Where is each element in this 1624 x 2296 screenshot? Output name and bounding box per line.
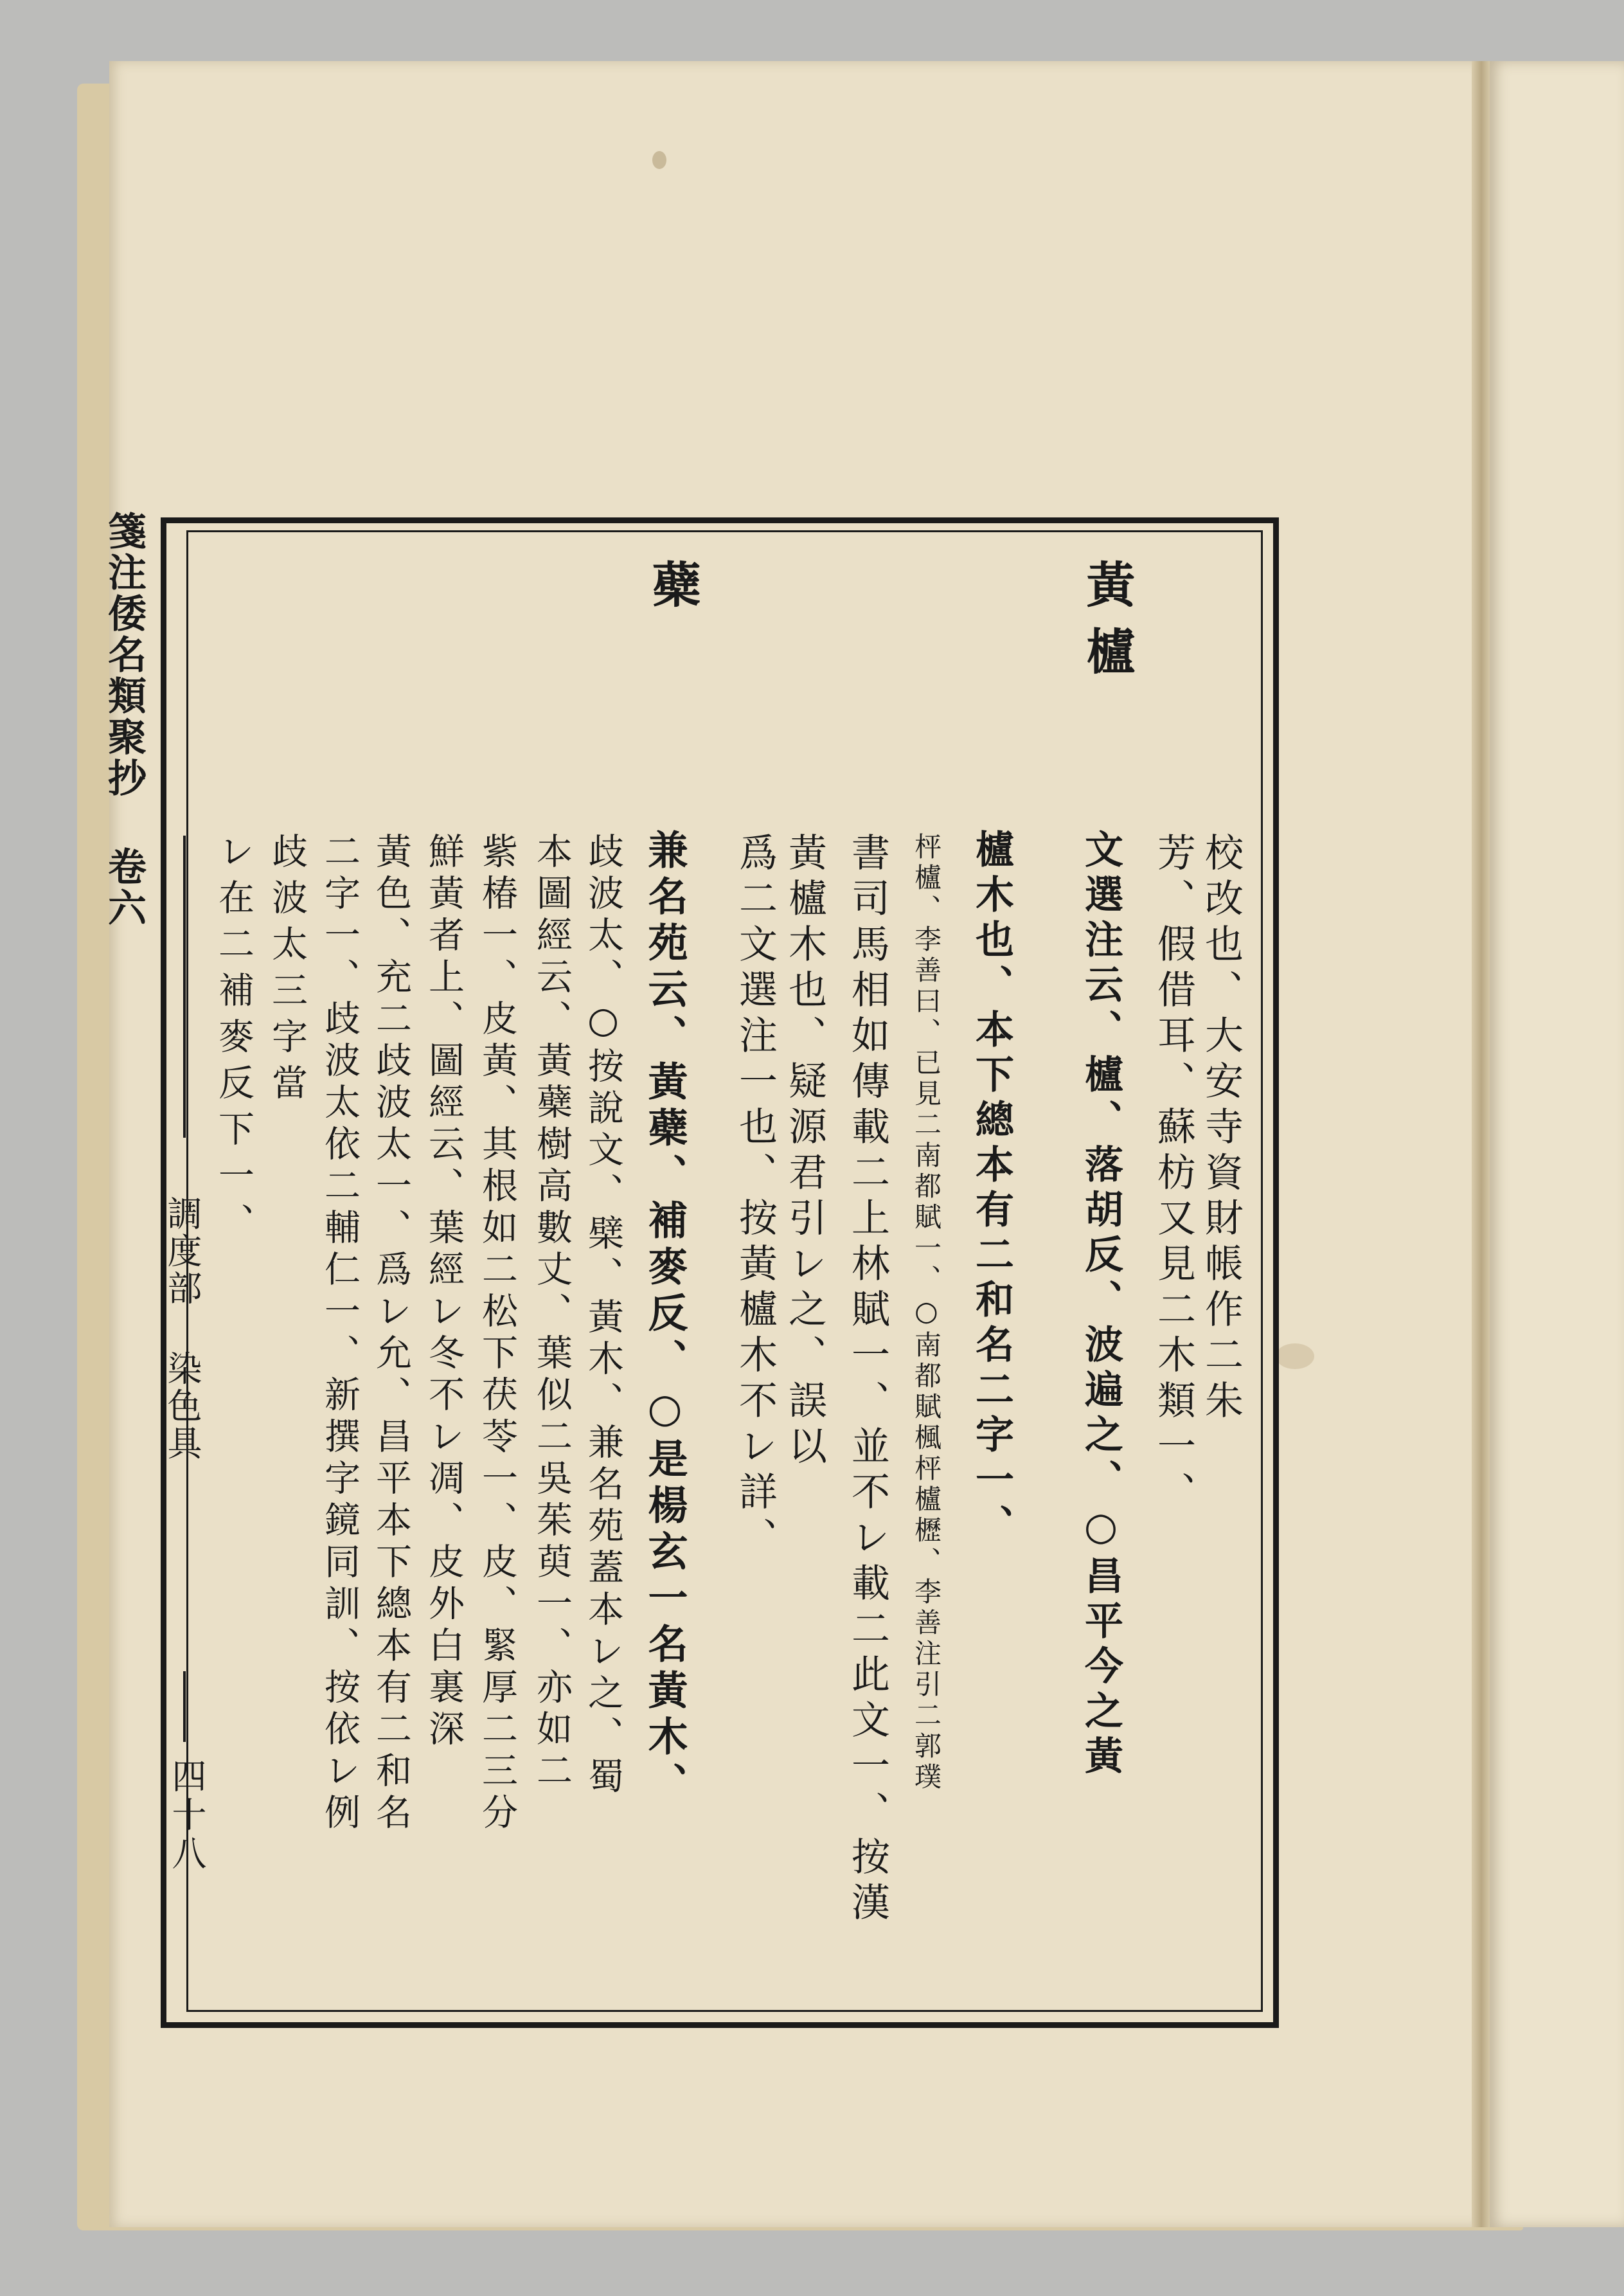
text-column: 枰櫨、李善曰、已見二南都賦一、○南都賦楓枰櫨櫪、李善注引二郭璞 [911, 832, 942, 1793]
text-column: 鮮黃者上、圖經云、葉經レ冬不レ凋、皮外白裏深 [423, 832, 465, 1752]
book-title-margin: 箋注倭名類聚抄 卷六 [102, 511, 147, 929]
text-column-entry: 櫨木也、本下總本有二和名二字一、 [969, 829, 1014, 1549]
text-column: 書司馬相如傳載二上林賦一、並不レ載二此文一、按漢 [845, 832, 890, 1928]
entry-heading-bo: 蘗 [644, 559, 701, 626]
text-column: 二字一、歧波太依二輔仁一、新撰字鏡同訓、按依レ例 [319, 832, 361, 1835]
text-column: 紫椿一、皮黃、其根如二松下茯苓一、皮、緊厚二三分 [476, 832, 518, 1835]
text-column: 校改也、大安寺資財帳作二朱 [1199, 832, 1244, 1426]
text-column: 歧波太、○按說文、檗、黃木、兼名苑蓋本レ之、蜀 [582, 832, 624, 1799]
text-column: 歧波太三字當 [266, 832, 308, 1110]
text-column-entry: 文選注云、櫨、落胡反、波遍之、○昌平今之黃 [1078, 829, 1123, 1780]
text-column: 芳、假借耳、蘇枋又見二木類一、 [1151, 832, 1196, 1517]
page-number: 四十八 [166, 1758, 207, 1874]
right-page [1490, 61, 1624, 2227]
paper-stain [652, 151, 666, 169]
text-column: 爲二文選注一也、按黃櫨木不レ詳、 [733, 832, 778, 1563]
text-column: 黃色、充二歧波太一、爲レ允、昌平本下總本有二和名 [370, 832, 412, 1835]
section-label: 調度部 染色具 [162, 1196, 202, 1462]
book-gutter [1472, 61, 1491, 2227]
paper-stain [1276, 1343, 1314, 1369]
text-column: 黃櫨木也、疑源君引レ之、誤以 [782, 832, 827, 1471]
text-column: レ在二補麥反下一、 [213, 832, 254, 1249]
text-column-entry: 兼名苑云、黃蘗、補麥反、○是楊玄一名黃木、 [641, 829, 688, 1808]
text-column: 本圖經云、黃蘗樹高數丈、葉似二吳茱萸一、亦如二 [531, 832, 573, 1793]
entry-heading-huanglu: 黃櫨 [1078, 559, 1136, 693]
